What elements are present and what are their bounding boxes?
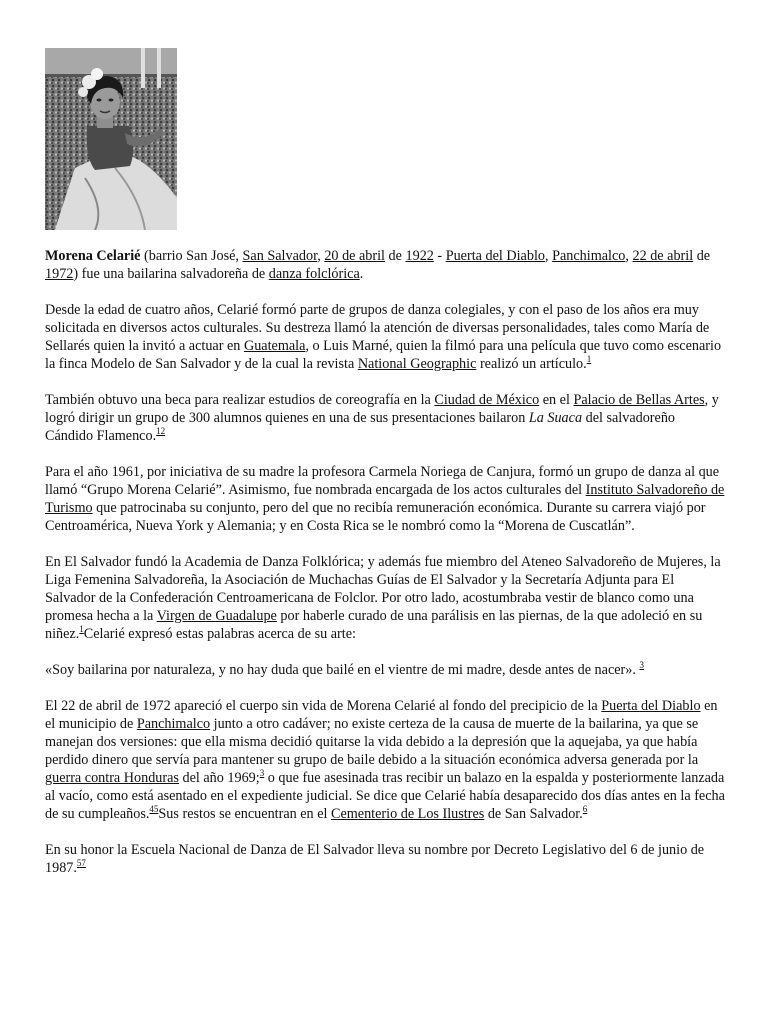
text: Para el año 1961, por iniciativa de su madre la profesora Carmela Noriega de Canjura, formó un grupo de danza al que llamó “Grupo Morena Celarié”. Asimismo, fue nombrada encargada de los actos culturales del (45, 464, 720, 498)
article-body (45, 247, 725, 895)
paragraph-honor (45, 841, 725, 877)
quote-paragraph (45, 661, 725, 679)
text: que patrocinaba su conjunto, pero del que no recibía remuneración económica. Durante su carrera viajó por Centroamérica, Nueva York y Alemania; y en Costa Rica se le nombró como la “Morena de Cuscatlán”. (45, 500, 706, 534)
link-san-salvador[interactable]: San Salvador (242, 248, 318, 264)
text: de (693, 248, 711, 264)
link-instituto-salvadoreno-de-turismo[interactable]: Instituto Salvadoreño de Turismo (45, 482, 725, 516)
paragraph-scholarship (45, 391, 725, 445)
text: en el (539, 392, 574, 408)
text: en el municipio de (45, 698, 718, 732)
link-panchimalco-2[interactable]: Panchimalco (136, 716, 211, 732)
link-virgen-de-guadalupe[interactable]: Virgen de Guadalupe (156, 608, 277, 624)
reference-sup[interactable] (583, 804, 588, 814)
reference-sup[interactable] (77, 858, 86, 868)
reference-sup[interactable] (639, 660, 644, 670)
paragraph-group (45, 463, 725, 535)
reference-link[interactable]: 1 (79, 624, 84, 634)
link-ciudad-de-mexico[interactable]: Ciudad de México (434, 392, 540, 408)
text: (barrio San José, (140, 248, 243, 264)
text: , (317, 248, 325, 264)
link-1972[interactable]: 1972 (45, 266, 74, 282)
paragraph-early-career (45, 301, 725, 373)
text: . (359, 266, 364, 282)
reference-link[interactable]: 6 (582, 804, 588, 814)
text: , (625, 248, 633, 264)
link-22-de-abril[interactable]: 22 de abril (632, 248, 694, 264)
link-national-geographic[interactable]: National Geographic (357, 356, 477, 372)
text: También obtuvo una beca para realizar estudios de coreografía en la (45, 392, 435, 408)
work-title: La Suaca (528, 410, 583, 426)
link-20-de-abril[interactable]: 20 de abril (324, 248, 385, 264)
text: Celarié expresó estas palabras acerca de su arte: (83, 626, 356, 642)
link-guatemala[interactable]: Guatemala (243, 338, 306, 354)
link-1922[interactable]: 1922 (405, 248, 434, 264)
text: En su honor la Escuela Nacional de Danza de El Salvador lleva su nombre por Decreto Legislativo del 6 de junio de 1987. (45, 842, 705, 876)
link-puerta-del-diablo[interactable]: Puerta del Diablo (445, 248, 545, 264)
text: de (385, 248, 406, 264)
text: del salvadoreño Cándido Flamenco. (45, 410, 676, 444)
reference-sup[interactable] (587, 354, 592, 364)
reference-link[interactable]: 1 (586, 354, 592, 364)
paragraph-death (45, 697, 725, 823)
text: El 22 de abril de 1972 apareció el cuerpo sin vida de Morena Celarié al fondo del precipicio de la (45, 698, 602, 714)
link-cementerio-de-los-ilustres[interactable]: Cementerio de Los Ilustres (331, 806, 485, 822)
text: junto a otro cadáver; no existe certeza de la causa de muerte de la bailarina, ya que se manejan dos versiones: que ella misma decidió quitarse la vida debido a la depresión que la aquejaba, ya que había perdido dinero que servía para mantener su grupo de baile debido a la situación económica adversa generada por la (45, 716, 699, 768)
reference-link[interactable]: 3 (259, 768, 265, 778)
text: por haberle curado de una parálisis en las piernas, de la que adoleció en su niñez. (45, 608, 703, 642)
paragraph-academy (45, 553, 725, 643)
intro-paragraph (45, 247, 725, 283)
text: , y logró dirigir un grupo de 300 alumnos quienes en una de sus presentaciones bailaron (45, 392, 719, 426)
reference-sup[interactable] (156, 426, 165, 436)
text: Sus restos se encuentran en el (158, 806, 331, 822)
text: En El Salvador fundó la Academia de Danza Folklórica; y además fue miembro del Ateneo Salvadoreño de Mujeres, la Liga Femenina Salvadoreña, la Asociación de Muchachas Guías de El Salvador y la Secretaría Adjunta para El Salvador de la Confederación Centroamericana de Folclor. Por otro lado, acostumbraba vestir de blanco como una promesa hecha a la (45, 554, 721, 624)
quote-text: «Soy bailarina por naturaleza, y no hay duda que bailé en el vientre de mi madre, desde antes de nacer». (45, 662, 636, 678)
reference-link[interactable]: 57 (76, 858, 86, 868)
text: Desde la edad de cuatro años, Celarié formó parte de grupos de danza colegiales, y con el paso de los años era muy solicitada en diversos actos culturales. Su destreza llamó la atención de diversas personalidades, tales como María de Sellarés quien la invitó a actuar en (45, 302, 710, 354)
text: o que fue asesinada tras recibir un balazo en la espalda y posteriormente lanzada al vacío, como está asentado en el expediente judicial. Se dice que Celarié había desaparecido dos días antes en la fecha de su cumpleaños. (45, 770, 725, 822)
text: , o Luis Marné, quien la filmó para una película que tuvo como escenario la finca Modelo de San Salvador y de la cual la revista (45, 338, 722, 372)
text: realizó un artículo. (476, 356, 587, 372)
text: de San Salvador. (484, 806, 583, 822)
reference-link[interactable]: 12 (156, 426, 166, 436)
text: - (433, 248, 446, 264)
text: del año 1969; (178, 770, 260, 786)
text: , (545, 248, 553, 264)
text: ) fue una bailarina salvadoreña de (73, 266, 269, 282)
subject-name: Morena Celarié (45, 248, 141, 264)
reference-link[interactable]: 3 (639, 660, 644, 670)
reference-link[interactable]: 45 (149, 804, 159, 814)
link-guerra-contra-honduras[interactable]: guerra contra Honduras (45, 770, 179, 786)
link-danza-folclorica[interactable]: danza folclórica (268, 266, 360, 282)
dancer-photo (45, 48, 177, 230)
link-panchimalco[interactable]: Panchimalco (552, 248, 626, 264)
link-puerta-del-diablo-2[interactable]: Puerta del Diablo (601, 698, 701, 714)
link-palacio-de-bellas-artes[interactable]: Palacio de Bellas Artes (573, 392, 705, 408)
